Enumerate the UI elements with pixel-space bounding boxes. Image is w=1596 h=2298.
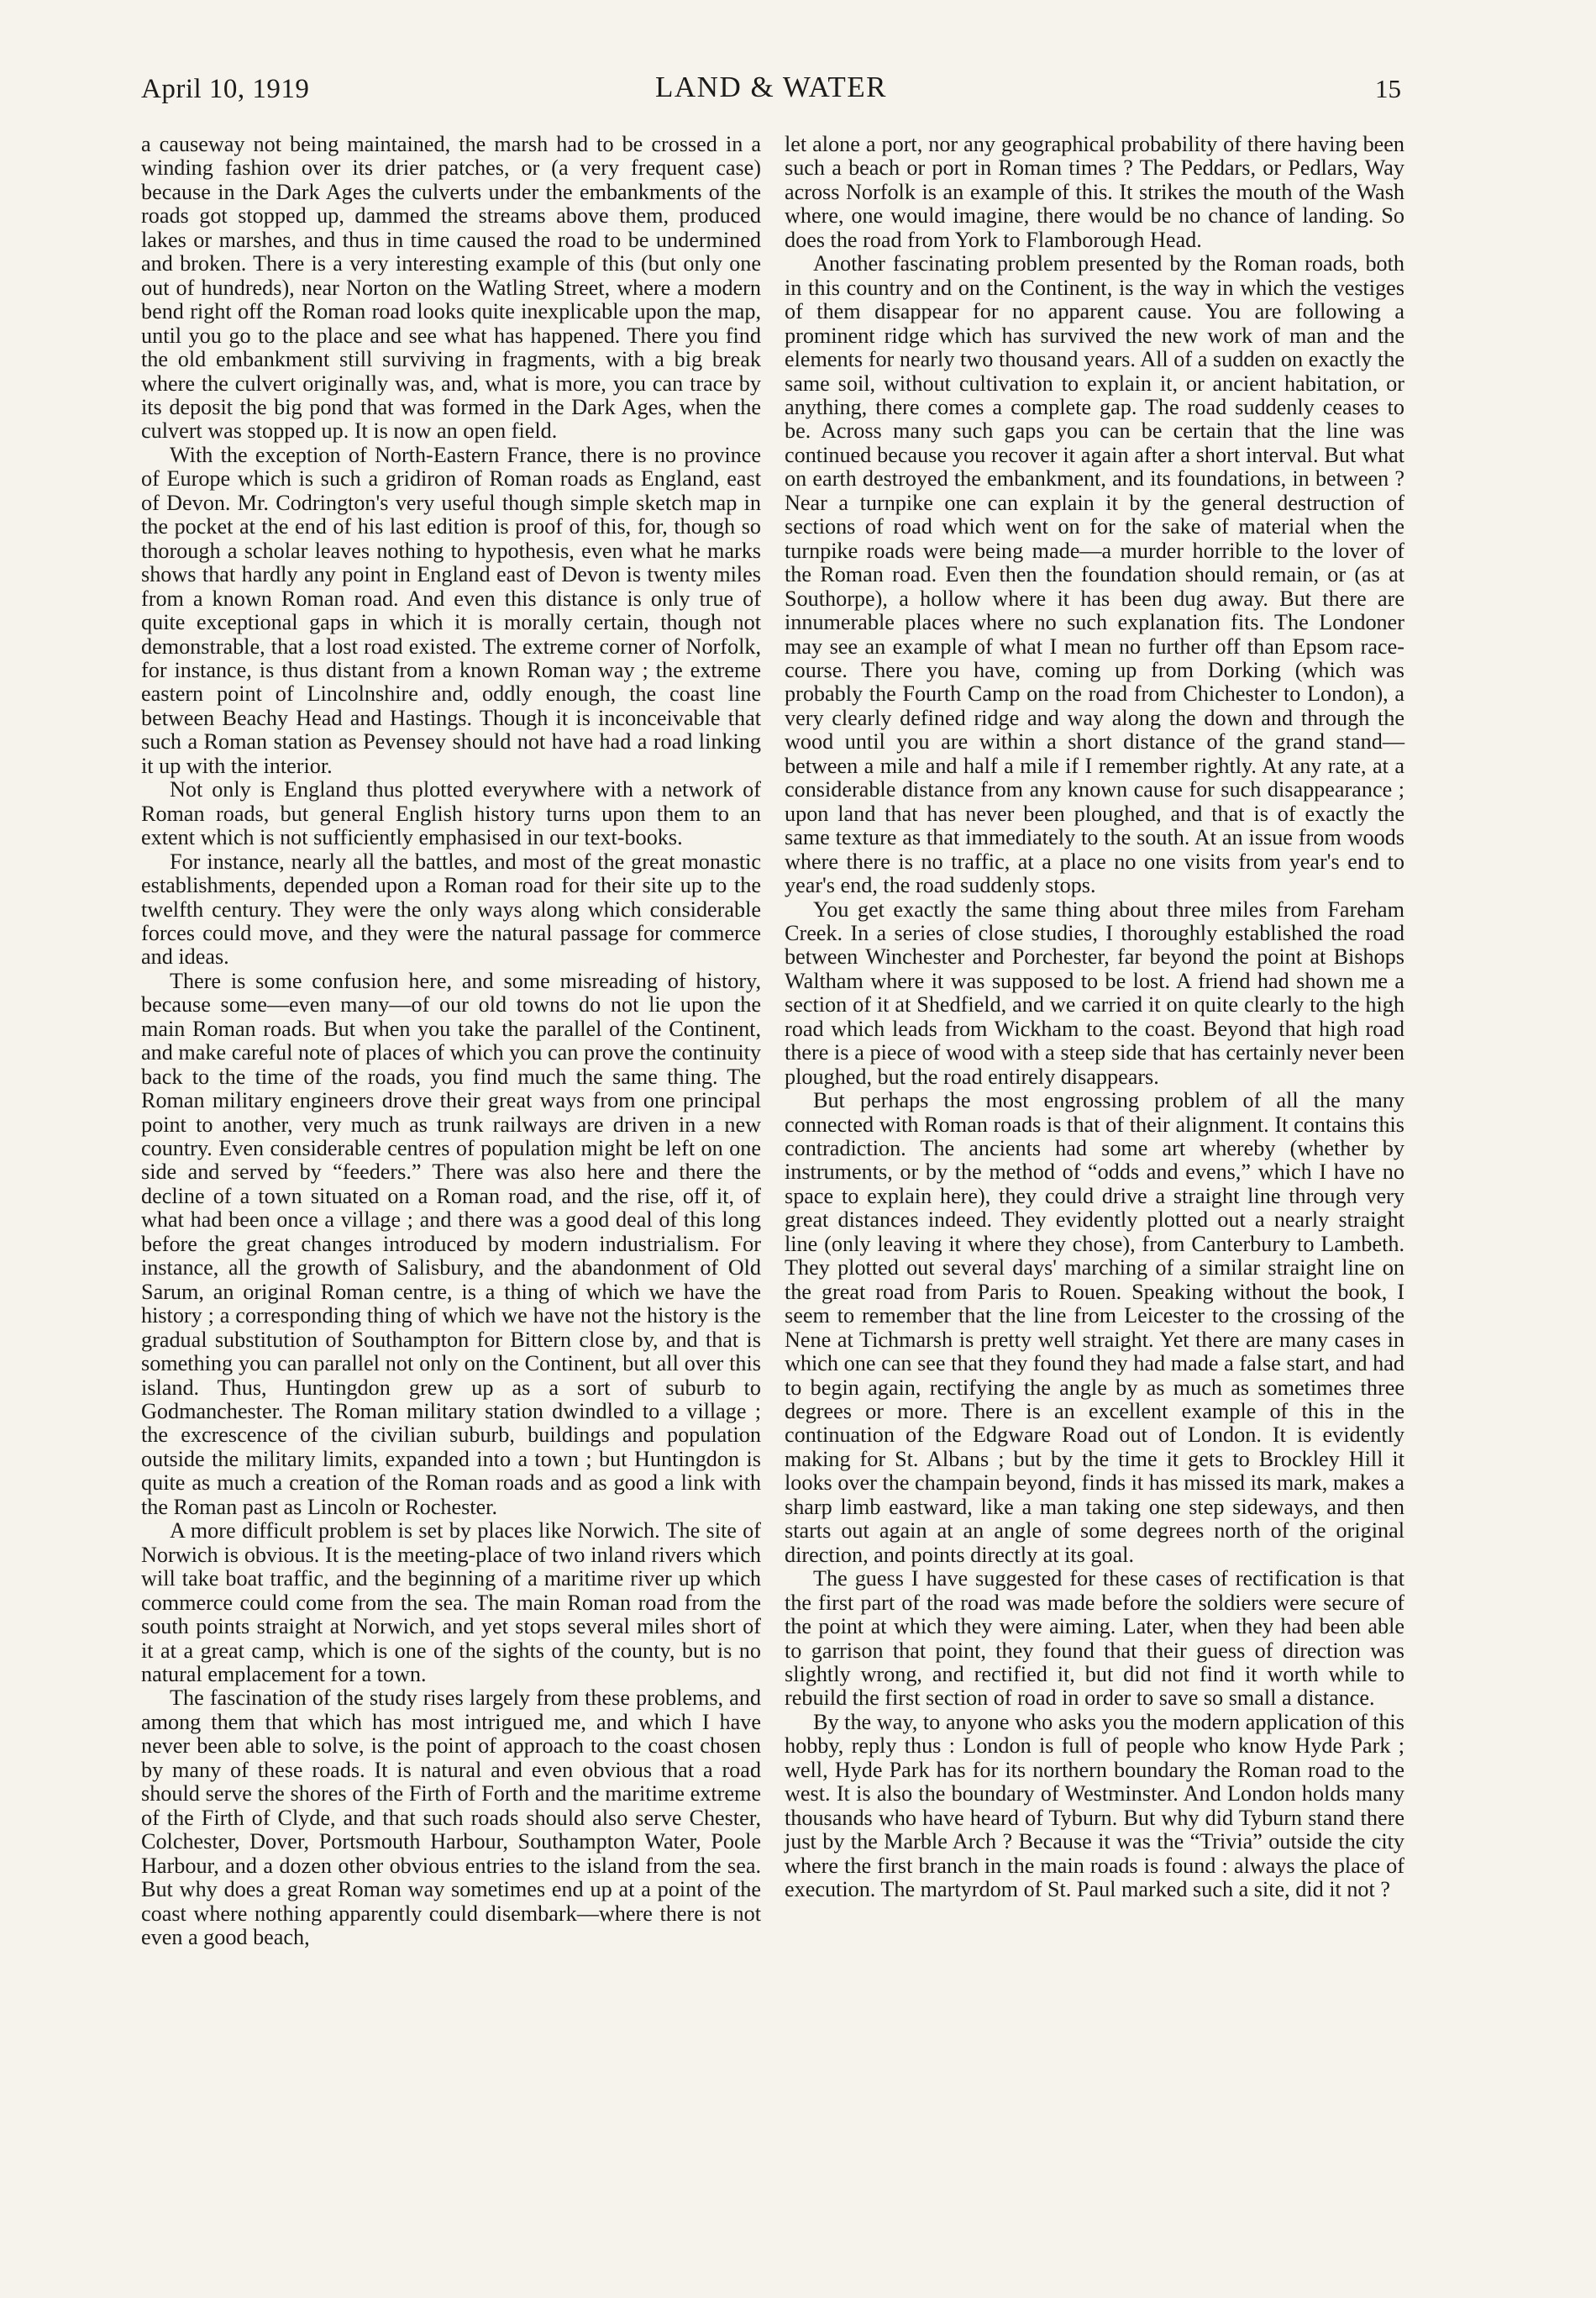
issue-date: April 10, 1919 — [141, 74, 310, 104]
paragraph: You get exactly the same thing about three miles from Fareham Creek. In a series of close studies, I thoroughly established the road between Winchester and Porchester, far beyond the point at Bishops Waltham where it was supposed to be lost. A friend had shown me a section of it at Shedfield, and we carried it on quite clearly to the high road which leads from Wickham to the coast. Beyond that high road there is a piece of wood with a steep side that has certainly never been ploughed, but the road entirely disappears. — [785, 897, 1404, 1089]
paragraph: Not only is England thus plotted everywhere with a network of Roman roads, but general English history turns upon them to an extent which is not sufficiently emphasised in our text-books. — [141, 777, 761, 850]
page-number: 15 — [1375, 74, 1401, 103]
paragraph: Another fascinating problem presented by the Roman roads, both in this country and on the Continent, is the way in which the vestiges of them disappear for no apparent cause. You are following a prominent ridge which has survived the new work of man and the elements for nearly two thousand years. All of a sudden on exactly the same soil, without cultivation to explain it, or ancient habitation, or anything, there comes a complete gap. The road suddenly ceases to be. Across many such gaps you can be certain that the line was continued because you recover it again after a short interval. But what on earth destroyed the embankment, and its foundations, in between ? Near a turnpike one can explain it by the general destruction of sections of road which went on for the sake of material when the turnpike roads were being made—a murder horrible to the lover of the Roman road. Even then the foundation should remain, or (as at Southorpe), a hollow where it has been dug away. But there are innumerable places where no such explanation fits. The Londoner may see an example of what I mean no further off than Epsom race-course. There you have, coming up from Dorking (which was probably the Fourth Camp on the road from Chichester to London), a very clearly defined ridge and way along the down and through the wood until you are within a short distance of the grand stand—between a mile and half a mile if I remember rightly. At any rate, at a considerable distance from any known cause for such disappearance ; upon land that has never been ploughed, and that is of exactly the same texture as that immediately to the south. At an issue from woods where there is no traffic, at a place no one visits from year's end to year's end, the road suddenly stops. — [785, 251, 1404, 898]
paragraph: With the exception of North-Eastern France, there is no province of Europe which is such a gridiron of Roman roads as England, east of Devon. Mr. Codrington's very useful though simple sketch map in the pocket at the end of his last edition is proof of this, for, though so thorough a scholar leaves nothing to hypothesis, even what he marks shows that hardly any point in England east of Devon is twenty miles from a known Roman road. And even this distance is only true of quite exceptional gaps in which it is morally certain, though not demonstrable, that a lost road existed. The extreme corner of Norfolk, for instance, is thus distant from a known Roman way ; the extreme eastern point of Lincolnshire and, oddly enough, the coast line between Beachy Head and Hastings. Though it is inconceivable that such a Roman station as Pevensey should not have had a road linking it up with the interior. — [141, 442, 761, 778]
paragraph: There is some confusion here, and some misreading of history, because some—even many—of our old towns do not lie upon the main Roman roads. But when you take the parallel of the Continent, and make careful note of places of which you can prove the continuity back to the time of the roads, you find much the same thing. The Roman military engineers drove their great ways from one principal point to another, very much as trunk railways are driven in a new country. Even considerable centres of population might be left on one side and served by “feeders.” There was also here and there the decline of a town situated on a Roman road, and the rise, off it, of what had been once a village ; and there was a good deal of this long before the great changes introduced by modern industrialism. For instance, all the growth of Salisbury, and the abandonment of Old Sarum, an original Roman centre, is a thing of which we have the history ; a corresponding thing of which we have not the history is the gradual substitution of Southampton for Bittern close by, and that is something you can parallel not only on the Continent, but all over this island. Thus, Huntingdon grew up as a sort of suburb to Godmanchester. The Roman military station dwindled to a village ; the excrescence of the civilian suburb, buildings and population outside the military limits, expanded into a town ; but Huntingdon is quite as much a creation of the Roman roads and as good a link with the Roman past as Lincoln or Rochester. — [141, 968, 761, 1519]
paragraph: The fascination of the study rises largely from these problems, and among them that which has most intrigued me, and which I have never been able to solve, is the point of approach to the coast chosen by many of these roads. It is natural and even obvious that a road should serve the shores of the Firth of Forth and the maritime extreme of the Firth of Clyde, and that such roads should also serve Chester, Colchester, Dover, Portsmouth Harbour, Southampton Water, Poole Harbour, and a dozen other obvious entries to the island from the sea. But why does a great Roman way sometimes end up at a point of the coast where nothing apparently could disembark—where there is not even a good beach, — [141, 1685, 761, 1949]
paragraph: For instance, nearly all the battles, and most of the great monastic establishments, depended upon a Roman road for their site up to the twelfth century. They were the only ways along which considerable forces could move, and they were the natural passage for commerce and ideas. — [141, 849, 761, 970]
page-header — [141, 69, 1401, 111]
paragraph: The guess I have suggested for these cases of rectification is that the first part of the road was made before the soldiers were secure of the point at which they were aiming. Later, when they had been able to garrison that point, they found that their guess of direction was slightly wrong, and rectified it, but did not find it worth while to rebuild the first section of road in order to save so small a distance. — [785, 1566, 1404, 1711]
paragraph: But perhaps the most engrossing problem of all the many connected with Roman roads is that of their alignment. It contains this contradiction. The ancients had some art whereby (whether by instruments, or by the method of “odds and evens,” which I have no space to explain here), they could drive a straight line through very great distances indeed. They evidently plotted out a nearly straight line (only leaving it where they chose), from Canterbury to Lambeth. They plotted out several days' marching of a similar straight line on the great road from Paris to Rouen. Speaking without the book, I seem to remember that the line from Leicester to the crossing of the Nene at Tichmarsh is pretty well straight. Yet there are many cases in which one can see that they found they had made a false start, and had to begin again, rectifying the angle by as much as sometimes three degrees or more. There is an excellent example of this in the continuation of the Edgware Road out of London. It is evidently making for St. Albans ; but by the time it gets to Brockley Hill it looks over the champain beyond, finds it has missed its mark, makes a sharp limb eastward, like a man taking one step sideways, and then starts out again at an angle of some degrees north of the original direction, and points directly at its goal. — [785, 1088, 1404, 1567]
paragraph: By the way, to anyone who asks you the modern application of this hobby, reply thus : London is full of people who know Hyde Park ; well, Hyde Park has for its northern boundary the Roman road to the west. It is also the boundary of Westminster. And London holds many thousands who have heard of Tyburn. But why did Tyburn stand there just by the Marble Arch ? Because it was the “Trivia” outside the city where the first branch in the main roads is found : always the place of execution. The martyrdom of St. Paul marked such a site, did it not ? — [785, 1709, 1404, 1902]
publication-title: LAND & WATER — [655, 71, 887, 103]
paragraph: a causeway not being maintained, the marsh had to be crossed in a winding fashion over its drier patches, or (a very frequent case) because in the Dark Ages the culverts under the embankments of the roads got stopped up, dammed the streams above them, produced lakes or marshes, and thus in time caused the road to be undermined and broken. There is a very interesting example of this (but only one out of hundreds), near Norton on the Watling Street, where a modern bend right off the Roman road looks quite inexplicable upon the map, until you go to the place and see what has happened. There you find the old embankment still surviving in fragments, with a big break where the culvert originally was, and, what is more, you can trace by its deposit the big pond that was formed in the Dark Ages, when the culvert was stopped up. It is now an open field. — [141, 132, 761, 444]
paragraph: A more difficult problem is set by places like Norwich. The site of Norwich is obvious. It is the meeting-place of two inland rivers which will take boat traffic, and the beginning of a maritime river up which commerce could come from the sea. The main Roman road from the south points straight at Norwich, and yet stops several miles short of it at a great camp, which is one of the sights of the county, but is no natural emplacement for a town. — [141, 1518, 761, 1686]
right-column — [785, 133, 1404, 1902]
left-column — [141, 133, 761, 1949]
paragraph: let alone a port, nor any geographical probability of there having been such a beach or port in Roman times ? The Peddars, or Pedlars, Way across Norfolk is an example of this. It strikes the mouth of the Wash where, one would imagine, there would be no chance of landing. So does the road from York to Flamborough Head. — [785, 132, 1404, 252]
